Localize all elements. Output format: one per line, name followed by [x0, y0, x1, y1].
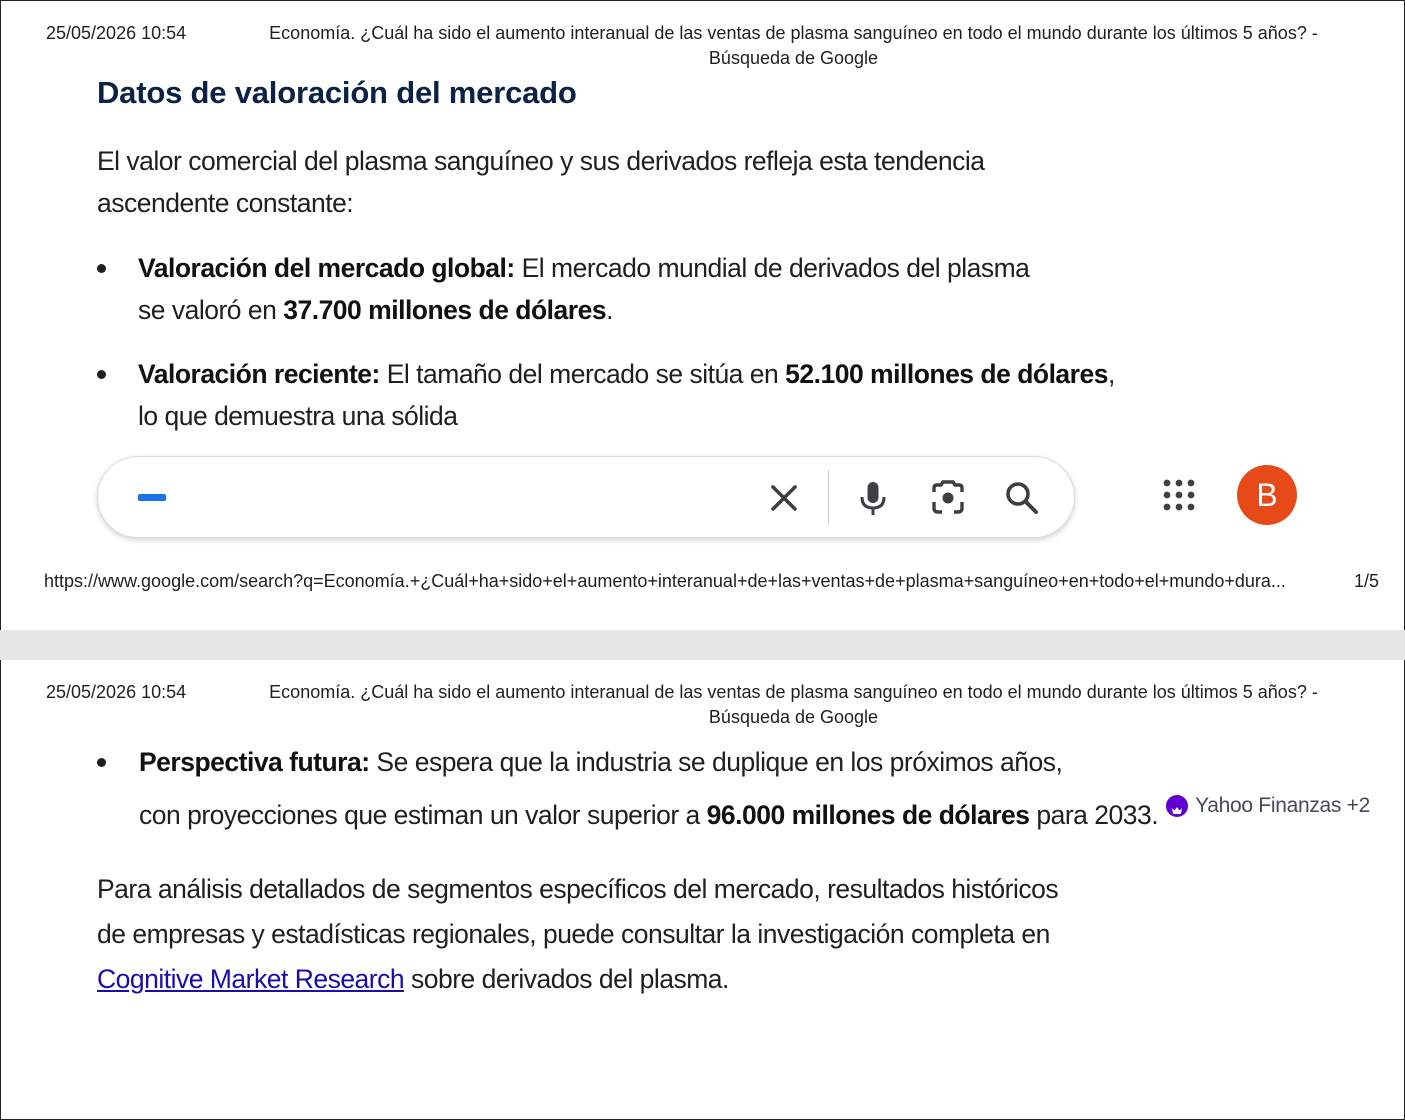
apps-grid-icon[interactable] — [1161, 477, 1197, 513]
intro-paragraph — [97, 140, 985, 224]
bullet-line2-pre: con proyecciones que estiman un valor superior a — [139, 800, 707, 830]
print-title-line1: Economía. ¿Cuál ha sido el aumento interanual de las ventas de plasma sanguíneo en todo el mundo durante los últimos 5 años? - — [269, 682, 1318, 702]
bullet-value: 52.100 millones de dólares — [785, 359, 1108, 389]
close-icon[interactable] — [764, 478, 804, 518]
bullet-dot — [97, 758, 106, 767]
search-bar[interactable] — [97, 456, 1075, 538]
bullet-label: Perspectiva futura: — [139, 747, 370, 777]
footer-page-number: 1/5 — [1354, 571, 1380, 591]
bullet-label: Valoración del mercado global: — [138, 253, 515, 283]
print-page-2 — [0, 660, 1405, 1120]
bullet-text — [138, 247, 1029, 331]
bullet-line1-mid: El tamaño del mercado se sitúa en — [379, 359, 786, 389]
bullet-line1-post: , — [1107, 359, 1115, 389]
bullet-value: 37.700 millones de dólares — [283, 295, 607, 325]
print-date: 25/05/2026 10:54 — [46, 682, 187, 702]
source-chip[interactable] — [1166, 785, 1370, 827]
closing-line3-post: sobre derivados del plasma. — [404, 964, 729, 994]
bullet-text — [139, 741, 1370, 836]
footer-url: https://www.google.com/search?q=Economía.+¿Cuál+ha+sido+el+aumento+interanual+de+las+ventas+de+plasma+sanguíneo+en+todo+el+mundo+dura... — [44, 571, 1286, 591]
closing-line2: de empresas y estadísticas regionales, puede consultar la investigación completa en — [97, 919, 1050, 949]
bullet-text — [138, 353, 1115, 437]
cognitive-market-research-link[interactable]: Cognitive Market Research — [97, 964, 405, 994]
bullet-line2-post: . — [606, 295, 613, 325]
bullet-label: Valoración reciente: — [138, 359, 380, 389]
search-divider — [828, 470, 829, 524]
closing-paragraph — [97, 867, 1058, 1002]
intro-line1: El valor comercial del plasma sanguíneo y sus derivados refleja esta tendencia — [97, 146, 985, 176]
yahoo-source-icon — [1166, 795, 1188, 817]
bullet-dot — [97, 264, 106, 273]
source-label: Yahoo Finanzas +2 — [1195, 794, 1370, 817]
page-gap — [0, 630, 1405, 660]
print-title-line1: Economía. ¿Cuál ha sido el aumento interanual de las ventas de plasma sanguíneo en todo el mundo durante los últimos 5 años? - — [269, 23, 1318, 43]
avatar[interactable]: B — [1237, 465, 1297, 525]
bullet-dot — [97, 370, 106, 379]
intro-line2: ascendente constante: — [97, 188, 354, 218]
bullet-line2-pre: se valoró en — [138, 295, 284, 325]
microphone-icon[interactable] — [853, 478, 893, 518]
bullet-value: 96.000 millones de dólares — [706, 800, 1030, 830]
closing-line1: Para análisis detallados de segmentos específicos del mercado, resultados históricos — [97, 874, 1059, 904]
bullet-line1: El mercado mundial de derivados del plasma — [514, 253, 1030, 283]
section-heading: Datos de valoración del mercado — [97, 75, 577, 110]
print-title-line2: Búsqueda de Google — [708, 48, 879, 68]
search-input-cursor[interactable] — [138, 494, 166, 501]
print-title — [231, 680, 1356, 730]
search-icon[interactable] — [1002, 478, 1042, 518]
bullet-line2: lo que demuestra una sólida — [138, 401, 458, 431]
print-title-line2: Búsqueda de Google — [708, 707, 879, 727]
bullet-line2-post: para 2033. — [1029, 800, 1159, 830]
print-date: 25/05/2026 10:54 — [46, 23, 187, 43]
bullet-line1: Se espera que la industria se duplique en los próximos años, — [369, 747, 1063, 777]
camera-lens-icon[interactable] — [928, 478, 968, 518]
print-title — [231, 21, 1356, 71]
